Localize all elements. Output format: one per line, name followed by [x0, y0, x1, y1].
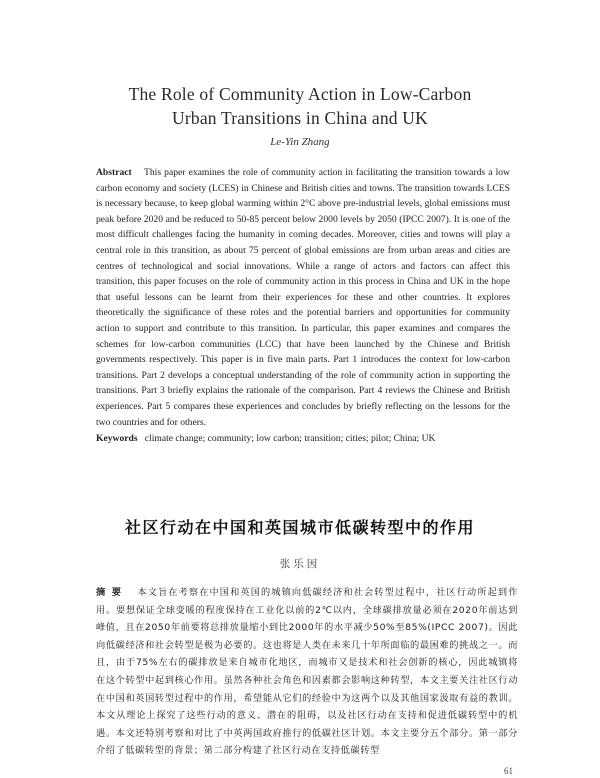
abstract-label: Abstract [96, 167, 132, 178]
keywords-line [96, 431, 510, 447]
chinese-title: 社区行动在中国和英国城市低碳转型中的作用 [124, 518, 475, 537]
abstract-text: This paper examines the role of community action in facilitating the transition towards a low carbon economy and society (LCES) in Chinese and British cities and towns. The transition towards LCES is necessary because, to keep global warming within 2°C above pre-industrial levels, global emissions must peak before 2020 and be reduced to 50-85 percent below 2000 levels by 2050 (IPCC 2007). It is one of the most difficult challenges facing the humanity in coming decades. Moreover, cities and towns will play a central role in this transition, as about 75 percent of global emissions are from urban areas and cities are centres of technological and social innovations. While a range of actors and factors can affect this transition, this paper focuses on the role of community action in this process in China and UK in the hope that useful lessons can be learnt from their experiences for these and other countries. It explores theoretically the significance of these roles and the potential barriers and opportunities for community action to support and contribute to this transition. In particular, this paper examines and compares the schemes for low-carbon communities (LCC) that have been launched by the Chinese and British governments respectively. This paper is in five main parts. Part 1 introduces the context for low-carbon transitions. Part 2 develops a conceptual understanding of the role of community action in supporting the transitions. Part 3 briefly explains the rationale of the comparison. Part 4 reviews the Chinese and British experiences. Part 5 compares these experiences and concludes by briefly reflecting on the lessons for the two countries and for others. [96, 167, 510, 428]
chinese-abstract [96, 584, 518, 760]
abstract-paragraph [96, 165, 510, 430]
keywords-label: Keywords [96, 433, 138, 445]
english-abstract [96, 165, 510, 447]
keywords-text: climate change; community; low carbon; transition; cities; pilot; China; UK [144, 433, 436, 445]
page-number: 61 [504, 766, 513, 776]
paper-title [0, 82, 600, 130]
chinese-author: 张乐因 [279, 558, 321, 570]
chinese-abstract-label: 摘要 [96, 587, 128, 598]
chinese-abstract-text: 本文旨在考察在中国和英国的城镇向低碳经济和社会转型过程中，社区行动所起到作用。要想保证全球变暖的程度保持在工业化以前的2℃以内，全球碳排放量必须在2020年前达到峰值，且在2050年前要将总排放量缩小到比2000年的水平减少50%至85%(IPCC 2007)。因此向低碳经济和社会转型是极为必要的。这也将是人类在未来几十年所面临的最困难的挑战之一。而且，由于75%左右的碳排放是来自城市化地区，而城市又是技术和社会创新的核心，因此城镇将在这个转型中起到核心作用。虽然各种社会角色和因素都会影响这种转型，本文主要关注社区行动在中国和英国转型过程中的作用，希望能从它们的经验中为这两个以及其他国家汲取有益的教训。本文从理论上探究了这些行动的意义、潜在的阻碍，以及社区行动在支持和促进低碳转型中的机遇。本文还特别考察和对比了中英两国政府推行的低碳社区计划。本文主要分五个部分。第一部分介绍了低碳转型的背景；第二部分构建了社区行动在支持低碳转型 [96, 587, 519, 757]
title-line-2: Urban Transitions in China and UK [172, 108, 428, 128]
title-line-1: The Role of Community Action in Low-Carbon [128, 84, 472, 104]
author-name: Le-Yin Zhang [270, 136, 330, 148]
